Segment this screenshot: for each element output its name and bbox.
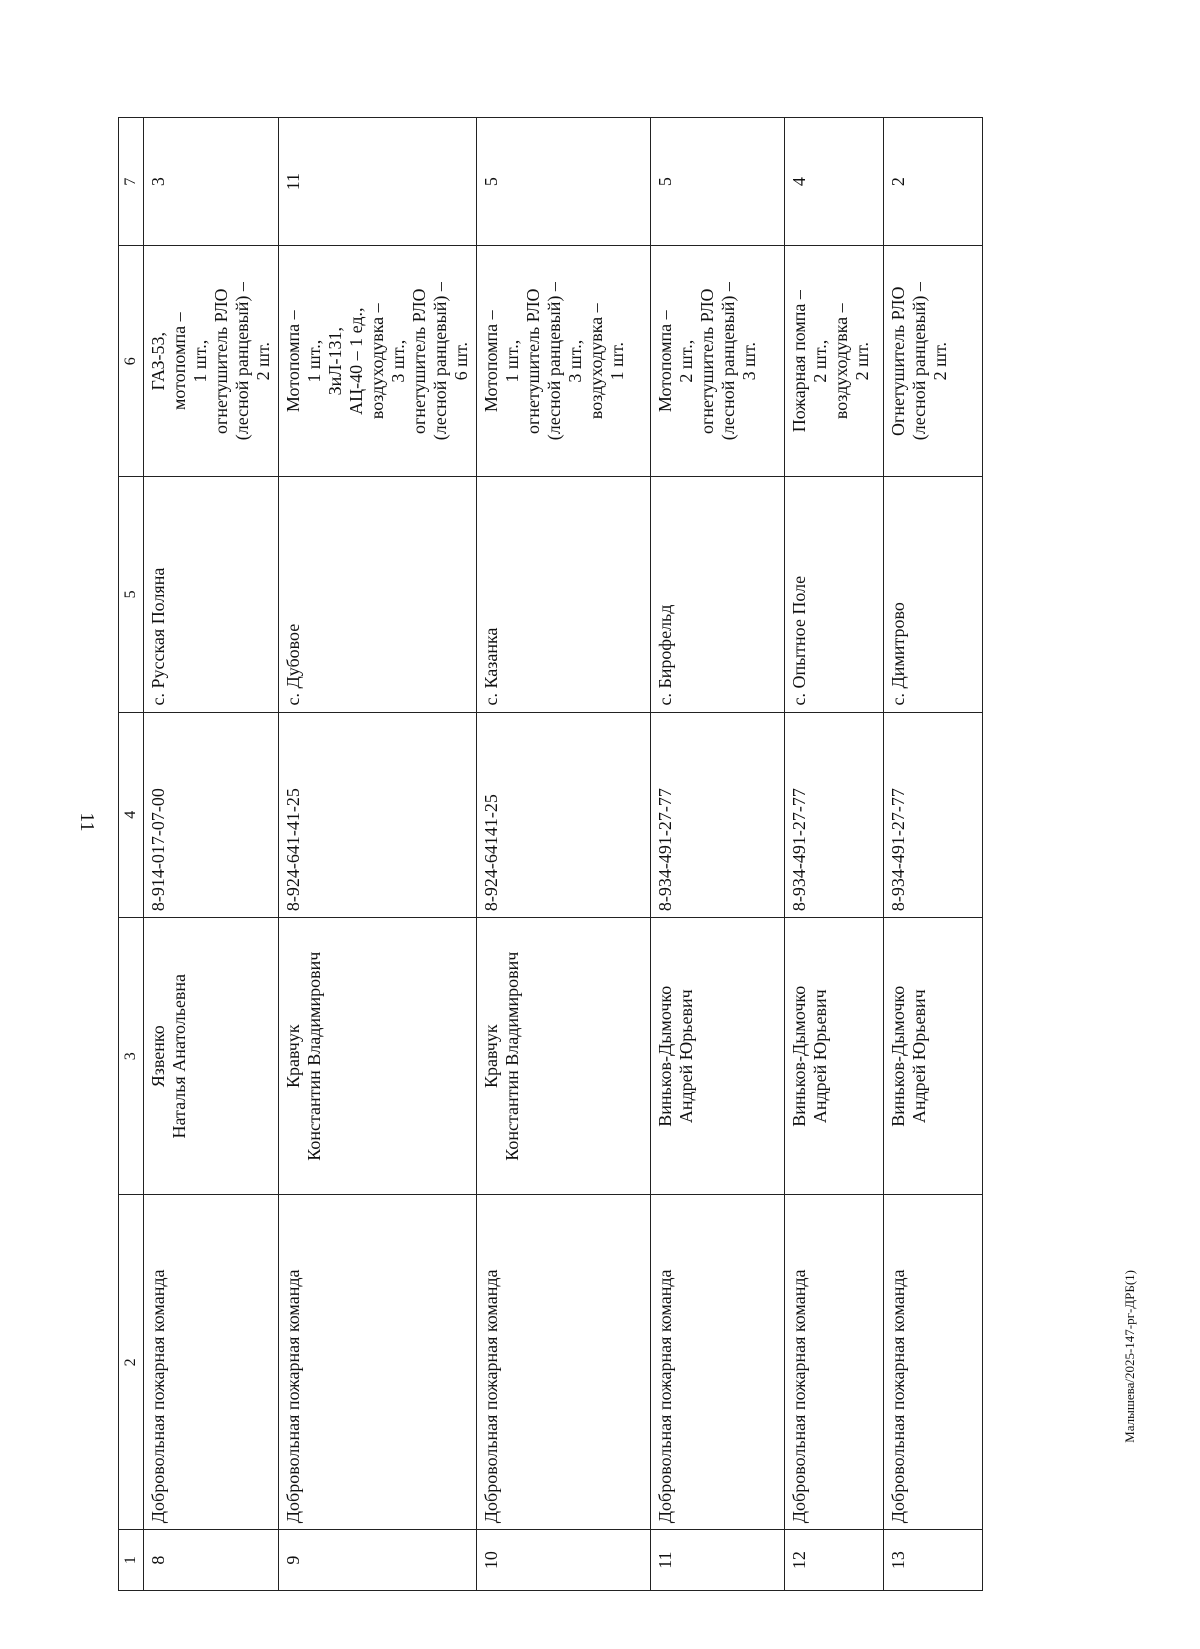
team-head-line: Константин Владимирович (502, 951, 522, 1161)
team-name: Добровольная пожарная команда (477, 1195, 651, 1530)
contact-phone: 8-934-491-27-77 (651, 712, 785, 918)
member-count: 5 (651, 118, 785, 246)
team-head (884, 918, 983, 1195)
member-count: 11 (279, 118, 477, 246)
settlement: с. Опытное Поле (785, 477, 884, 712)
equipment-line: Мотопомпа – (481, 310, 501, 413)
equipment-line: огнетушитель РЛО (211, 288, 231, 434)
equipment-line: ГАЗ-53, (148, 331, 168, 391)
table-header-row (119, 118, 144, 1591)
equipment-line: Мотопомпа – (283, 310, 303, 413)
team-head-line: Андрей Юрьевич (810, 989, 830, 1124)
table-row (144, 118, 279, 1591)
row-number: 12 (785, 1530, 884, 1591)
column-number-1: 1 (119, 1530, 144, 1591)
column-number-7: 7 (119, 118, 144, 246)
team-head (785, 918, 884, 1195)
equipment-line: 2 шт. (852, 342, 872, 381)
equipment-line: 1 шт., (502, 339, 522, 383)
column-number-5: 5 (119, 477, 144, 712)
team-head (279, 918, 477, 1195)
equipment-line: воздуходувка – (367, 303, 387, 420)
document-footer-code: Малышева/2025-147-рг-ДРБ(1) (1122, 1270, 1137, 1443)
member-count: 3 (144, 118, 279, 246)
equipment-line: воздуходувка – (586, 303, 606, 420)
equipment-line: огнетушитель РЛО (409, 288, 429, 434)
team-head-line: Андрей Юрьевич (909, 989, 929, 1124)
equipment (144, 246, 279, 477)
contact-phone: 8-914-017-07-00 (144, 712, 279, 918)
equipment-line: (лесной ранцевый) – (544, 282, 564, 441)
equipment-line: Пожарная помпа – (789, 290, 809, 433)
team-name: Добровольная пожарная команда (785, 1195, 884, 1530)
equipment (785, 246, 884, 477)
equipment (651, 246, 785, 477)
equipment-line: 3 шт., (565, 339, 585, 383)
team-name: Добровольная пожарная команда (651, 1195, 785, 1530)
team-name: Добровольная пожарная команда (279, 1195, 477, 1530)
table-row (651, 118, 785, 1591)
settlement: с. Бирофельд (651, 477, 785, 712)
member-count: 4 (785, 118, 884, 246)
contact-phone: 8-934-491-27-77 (785, 712, 884, 918)
equipment-line: 2 шт., (676, 339, 696, 383)
equipment-line: (лесной ранцевый) – (430, 282, 450, 441)
team-head-line: Константин Владимирович (304, 951, 324, 1161)
column-number-3: 3 (119, 918, 144, 1195)
row-number: 9 (279, 1530, 477, 1591)
equipment-line: 6 шт. (451, 342, 471, 381)
member-count: 2 (884, 118, 983, 246)
contact-phone: 8-924-641-41-25 (279, 712, 477, 918)
equipment-line: 3 шт., (388, 339, 408, 383)
table-row (477, 118, 651, 1591)
table-row (884, 118, 983, 1591)
equipment-line: 1 шт., (304, 339, 324, 383)
team-head (651, 918, 785, 1195)
equipment-line: (лесной ранцевый) – (232, 282, 252, 441)
equipment-line: 1 шт., (190, 339, 210, 383)
equipment (477, 246, 651, 477)
settlement: с. Казанка (477, 477, 651, 712)
equipment-line: (лесной ранцевый) – (718, 282, 738, 441)
team-head-line: Язвенко (148, 1025, 168, 1088)
table-row (279, 118, 477, 1591)
row-number: 10 (477, 1530, 651, 1591)
equipment-line: 2 шт. (253, 342, 273, 381)
equipment-line: воздуходувка – (831, 303, 851, 420)
equipment-line: мотопомпа – (169, 312, 189, 410)
settlement: с. Русская Поляна (144, 477, 279, 712)
equipment-line: огнетушитель РЛО (523, 288, 543, 434)
equipment-line: (лесной ранцевый) – (909, 282, 929, 441)
row-number: 8 (144, 1530, 279, 1591)
equipment-line: 1 шт. (607, 342, 627, 381)
equipment-line: Огнетушитель РЛО (888, 286, 908, 436)
column-number-4: 4 (119, 712, 144, 918)
team-head-line: Кравчук (481, 1024, 501, 1089)
equipment-line: огнетушитель РЛО (697, 288, 717, 434)
equipment (279, 246, 477, 477)
team-head-line: Виньков-Дымочко (888, 985, 908, 1127)
equipment-line: 3 шт. (739, 342, 759, 381)
row-number: 13 (884, 1530, 983, 1591)
team-head (144, 918, 279, 1195)
equipment-line: АЦ-40 – 1 ед., (346, 307, 366, 415)
member-count: 5 (477, 118, 651, 246)
equipment-line: 2 шт. (930, 342, 950, 381)
column-number-6: 6 (119, 246, 144, 477)
equipment-line: Мотопомпа – (655, 310, 675, 413)
equipment-line: 2 шт., (810, 339, 830, 383)
team-name: Добровольная пожарная команда (884, 1195, 983, 1530)
team-head-line: Наталья Анатольевна (169, 973, 189, 1139)
fire-teams-table (118, 117, 983, 1591)
equipment (884, 246, 983, 477)
row-number: 11 (651, 1530, 785, 1591)
contact-phone: 8-934-491-27-77 (884, 712, 983, 918)
settlement: с. Дубовое (279, 477, 477, 712)
team-head-line: Андрей Юрьевич (676, 989, 696, 1124)
team-head-line: Виньков-Дымочко (655, 985, 675, 1127)
team-name: Добровольная пожарная команда (144, 1195, 279, 1530)
equipment-line: ЗиЛ-131, (325, 327, 345, 396)
column-number-2: 2 (119, 1195, 144, 1530)
table-body (119, 118, 983, 1591)
settlement: с. Димитрово (884, 477, 983, 712)
team-head (477, 918, 651, 1195)
table-row (785, 118, 884, 1591)
team-head-line: Виньков-Дымочко (789, 985, 809, 1127)
team-head-line: Кравчук (283, 1024, 303, 1089)
page-number: 11 (76, 812, 98, 832)
contact-phone: 8-924-64141-25 (477, 712, 651, 918)
